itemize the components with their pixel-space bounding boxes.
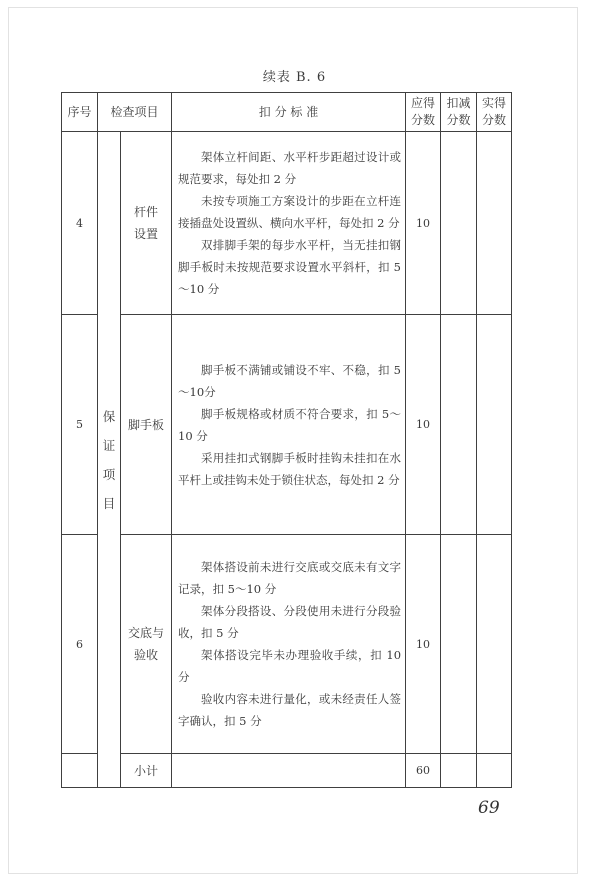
- standard-text: 架体立杆间距、水平杆步距超过设计或规范要求，每处扣 2 分: [178, 150, 402, 186]
- due-score-cell: 10: [406, 535, 441, 754]
- due-score-cell: 10: [406, 132, 441, 315]
- seq-cell: 4: [62, 132, 98, 315]
- standard-cell: [172, 132, 406, 315]
- header-check-item: 检查项目: [98, 93, 172, 132]
- deduct-score-cell: [441, 315, 477, 535]
- page-number: 69: [478, 798, 500, 818]
- standard-text: 双排脚手架的每步水平杆，当无挂扣钢脚手板时未按规范要求设置水平斜杆，扣 5～10 分: [178, 238, 402, 296]
- standard-cell: [172, 754, 406, 788]
- category-label: 保 证 项 目: [102, 408, 116, 511]
- deduct-score-cell: [441, 754, 477, 788]
- standard-text: 脚手板规格或材质不符合要求，扣 5～10 分: [178, 406, 402, 443]
- deduct-score-cell: [441, 535, 477, 754]
- standard-text: 未按专项施工方案设计的步距在立杆连接插盘处设置纵、横向水平杆，每处扣 2 分: [178, 194, 402, 230]
- table-caption: 续表 B. 6: [262, 70, 327, 85]
- standard-text: 采用挂扣式钢脚手板时挂钩未挂扣在水平杆上或挂钩未处于锁住状态，每处扣 2 分: [178, 450, 402, 487]
- header-actual-score: 实得 分数: [477, 93, 512, 132]
- standard-text: 脚手板不满铺或铺设不牢、不稳，扣 5～10分: [178, 362, 402, 399]
- subtotal-score: 60: [406, 754, 441, 788]
- table-row: [62, 315, 512, 535]
- standard-cell: [172, 315, 406, 535]
- actual-score-cell: [477, 132, 512, 315]
- item-cell: 脚手板: [121, 315, 172, 535]
- due-score-cell: 10: [406, 315, 441, 535]
- table-row: [62, 535, 512, 754]
- standard-text: 验收内容未进行量化，或未经责任人签字确认，扣 5 分: [178, 692, 402, 728]
- subtotal-label: 小计: [121, 754, 172, 788]
- table-row: [62, 132, 512, 315]
- seq-cell: 6: [62, 535, 98, 754]
- seq-cell: [62, 754, 98, 788]
- deduct-score-cell: [441, 132, 477, 315]
- header-row: [62, 93, 512, 132]
- seq-cell: 5: [62, 315, 98, 535]
- item-cell: 交底与 验收: [121, 535, 172, 754]
- header-standard: 扣 分 标 准: [172, 93, 406, 132]
- actual-score-cell: [477, 754, 512, 788]
- scoring-table: [61, 92, 512, 788]
- item-cell: 杆件 设置: [121, 132, 172, 315]
- header-due-score: 应得 分数: [406, 93, 441, 132]
- subtotal-row: [62, 754, 512, 788]
- category-cell: [98, 132, 121, 788]
- standard-text: 架体搭设前未进行交底或交底未有文字记录，扣 5～10 分: [178, 560, 402, 596]
- header-deduct-score: 扣减 分数: [441, 93, 477, 132]
- standard-text: 架体分段搭设、分段使用未进行分段验收，扣 5 分: [178, 604, 402, 640]
- header-seq: 序号: [62, 93, 98, 132]
- standard-cell: [172, 535, 406, 754]
- actual-score-cell: [477, 535, 512, 754]
- actual-score-cell: [477, 315, 512, 535]
- standard-text: 架体搭设完毕未办理验收手续，扣 10 分: [178, 648, 402, 684]
